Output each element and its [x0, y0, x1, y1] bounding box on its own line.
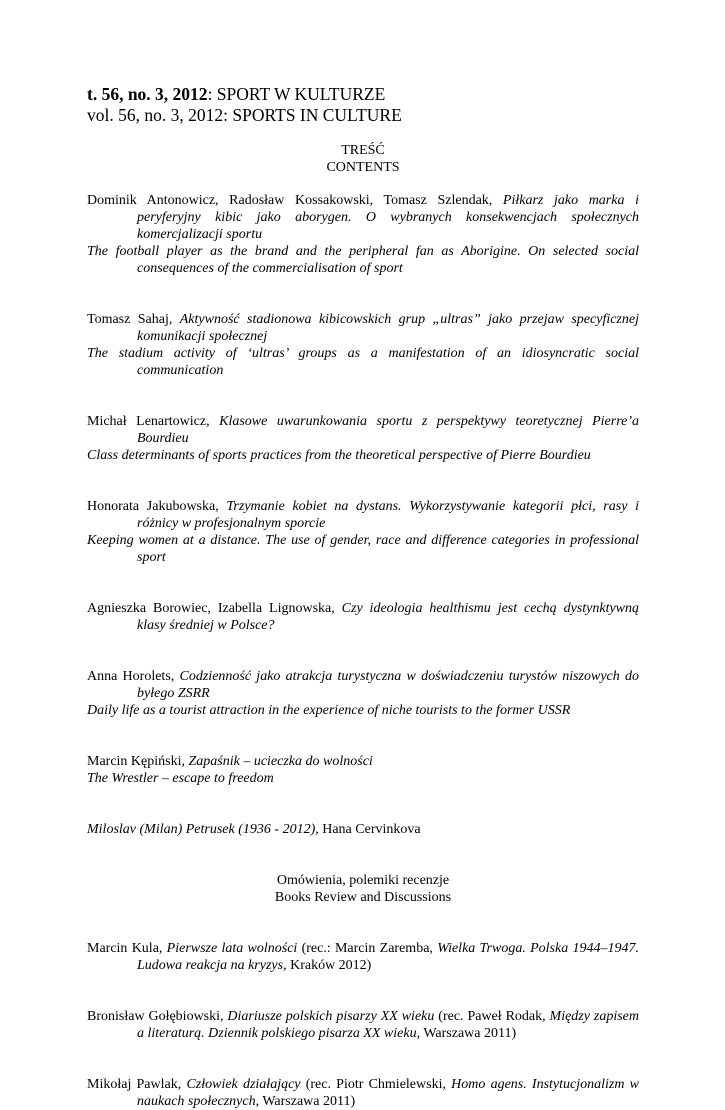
review-book: Między zapisem a literaturą. Dziennik polskiego pisarza XX wieku	[137, 1009, 639, 1041]
toc-entry	[87, 192, 639, 277]
entry-title-pl: Piłkarz jako marka i peryferyjny kibic jako aborygen. O wybranych konsekwencjach społecznych komercjalizacji sportu	[137, 193, 639, 242]
toc-entry	[87, 668, 639, 719]
review-book: Wielka Trwoga. Polska 1944–1947. Ludowa reakcja na kryzys	[137, 941, 639, 973]
toc-entry	[87, 413, 639, 464]
reviews-title-en: Books Review and Discussions	[274, 890, 452, 905]
toc-entry	[87, 753, 639, 787]
review-entry	[87, 940, 639, 974]
toc-heading	[87, 142, 639, 176]
entry-en	[87, 770, 639, 787]
entry-title-en: Keeping women at a distance. The use of gender, race and difference categories in professional sport	[87, 533, 639, 565]
review-rec: (rec.: Marcin Zaremba,	[297, 941, 438, 956]
review-title: Pierwsze lata wolności	[166, 941, 298, 956]
entry-authors: Honorata Jakubowska,	[87, 499, 227, 514]
review-entry	[87, 1008, 639, 1042]
toc-entry	[87, 600, 639, 634]
entry-title-pl: Aktywność stadionowa kibicowskich grup „ultras” jako przejaw specyficznej komunikacji społecznej	[137, 312, 639, 344]
review-suffix: , Warszawa 2011)	[416, 1026, 517, 1041]
toc-title-pl: TREŚĆ	[341, 143, 385, 158]
entry-title-pl: Trzymanie kobiet na dystans. Wykorzystywanie kategorii płci, rasy i różnicy w profesjonalnym sporcie	[137, 499, 639, 531]
entry-title-en: The football player as the brand and the peripheral fan as Aborigine. On selected social consequences of the commercialisation of sport	[87, 244, 639, 276]
entry-authors: Dominik Antonowicz, Radosław Kossakowski, Tomasz Szlendak,	[87, 193, 503, 208]
entry-pl	[87, 753, 639, 770]
entry-pl	[87, 600, 639, 634]
review-entry	[87, 1076, 639, 1110]
review-reviewer: Marcin Kula,	[87, 941, 167, 956]
volume-title-pl: : SPORT W KULTURZE	[207, 84, 386, 104]
volume-header-pl	[87, 84, 385, 105]
entry-en	[87, 532, 639, 566]
entry-title-pl: Klasowe uwarunkowania sportu z perspektywy teoretycznej Pierre’a Bourdieu	[137, 414, 639, 446]
toc-entry	[87, 311, 639, 379]
entry-title-pl: Czy ideologia healthismu jest cechą dystynktywną klasy średniej w Polsce?	[137, 601, 640, 633]
entry-en	[87, 345, 639, 379]
entry-authors: Marcin Kępiński,	[87, 754, 189, 769]
review-rec: (rec. Piotr Chmielewski,	[300, 1077, 452, 1092]
review-suffix: , Kraków 2012)	[283, 958, 372, 973]
entry-pl	[87, 311, 639, 345]
entry-pl	[87, 413, 639, 447]
entry-title-pl: Zapaśnik – ucieczka do wolności	[188, 754, 373, 769]
entry-pl	[87, 192, 639, 243]
entry-authors: Anna Horolets,	[87, 669, 180, 684]
toc-title-en: CONTENTS	[326, 160, 400, 175]
review-reviewer: Bronisław Gołębiowski,	[87, 1009, 228, 1024]
entry-en	[87, 243, 639, 277]
review-title: Diariusze polskich pisarzy XX wieku	[227, 1009, 435, 1024]
volume-header-en: vol. 56, no. 3, 2012: SPORTS IN CULTURE	[87, 105, 402, 125]
entry-en	[87, 447, 639, 464]
entry-title-en: The stadium activity of ‘ultras’ groups as a manifestation of an idiosyncratic social communication	[87, 346, 639, 378]
review-book: Homo agens. Instytucjonalizm w naukach społecznych	[137, 1077, 639, 1109]
entry-authors: Tomasz Sahaj,	[87, 312, 180, 327]
review-suffix: , Warszawa 2011)	[255, 1094, 356, 1109]
entry-title-en: The Wrestler – escape to freedom	[87, 771, 274, 786]
entry-pl	[87, 498, 639, 532]
toc-entry	[87, 498, 639, 566]
entry-pl	[87, 668, 639, 702]
toc-entries	[87, 192, 639, 1110]
entry-title-pl: Codzienność jako atrakcja turystyczna w doświadczeniu turystów niszowych do byłego ZSRR	[137, 669, 640, 701]
review-reviewer: Mikołaj Pawlak,	[87, 1077, 187, 1092]
review-rec: (rec. Paweł Rodak,	[434, 1009, 550, 1024]
entry-title-en: Daily life as a tourist attraction in the experience of niche tourists to the former USSR	[87, 703, 571, 718]
entry-authors: Michał Lenartowicz,	[87, 414, 220, 429]
memorial-author: , Hana Cervinkova	[315, 822, 421, 837]
review-title: Człowiek działający	[186, 1077, 301, 1092]
entry-authors: Agnieszka Borowiec, Izabella Lignowska,	[87, 601, 342, 616]
reviews-section-heading	[87, 872, 639, 906]
memorial-entry	[87, 821, 639, 838]
volume-number: t. 56, no. 3, 2012	[87, 84, 208, 104]
entry-en	[87, 702, 639, 719]
memorial-title: Miloslav (Milan) Petrusek (1936 - 2012)	[87, 822, 316, 837]
entry-title-en: Class determinants of sports practices from the theoretical perspective of Pierre Bourdieu	[87, 448, 591, 463]
reviews-title-pl: Omówienia, polemiki recenzje	[276, 873, 450, 888]
